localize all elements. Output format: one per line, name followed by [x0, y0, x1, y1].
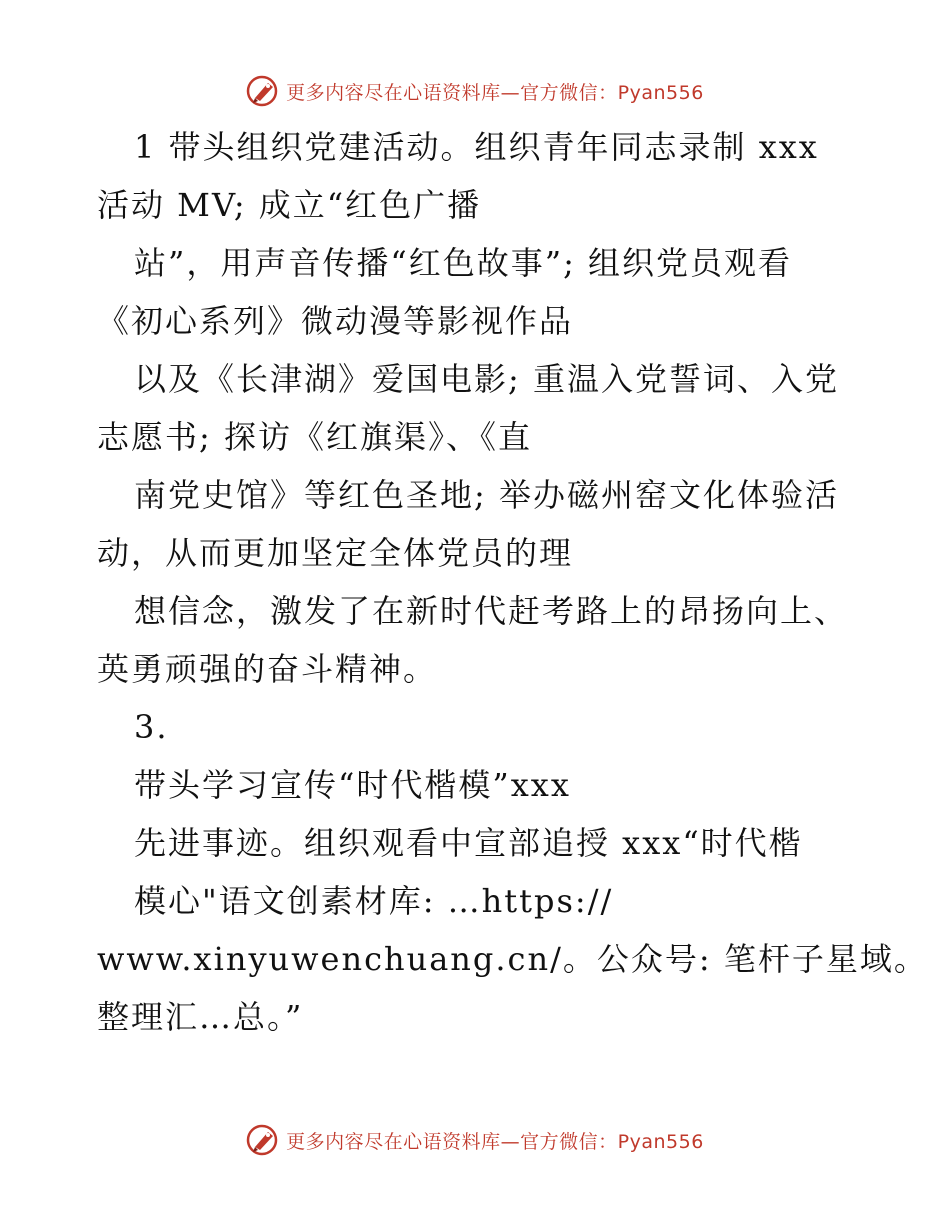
body-line: 以及《长津湖》爱国电影; 重温入党誓词、入党: [134, 360, 839, 398]
body-line: www.xinyuwenchuang.cn/。公众号: 笔杆子星域。: [97, 940, 928, 978]
pen-logo-icon: [246, 74, 280, 108]
footer-watermark-text: 更多内容尽在心语资料库—官方微信：Pyan556: [286, 1130, 704, 1153]
footer-watermark: [0, 1120, 950, 1160]
body-line: 整理汇…总。”: [97, 998, 304, 1036]
body-line: 志愿书; 探访《红旗渠》、《直: [97, 418, 532, 456]
body-line: 先进事迹。组织观看中宣部追授 xxx“时代楷: [134, 824, 803, 862]
header-watermark: [0, 71, 950, 111]
body-line: 想信念，激发了在新时代赶考路上的昂扬向上、: [134, 592, 849, 630]
body-line: 英勇顽强的奋斗精神。: [97, 650, 438, 688]
body-line: 3.: [134, 708, 169, 746]
header-watermark-text: 更多内容尽在心语资料库—官方微信：Pyan556: [286, 81, 704, 104]
body-line: 南党史馆》等红色圣地; 举办磁州窑文化体验活: [134, 476, 839, 514]
body-line: 动，从而更加坚定全体党员的理: [97, 534, 574, 572]
body-line: 1 带头组织党建活动。组织青年同志录制 xxx: [134, 128, 819, 166]
body-line: 站”，用声音传播“红色故事”; 组织党员观看: [134, 244, 793, 282]
body-line: 《初心系列》微动漫等影视作品: [97, 302, 574, 340]
pen-logo-icon: [246, 1123, 280, 1157]
body-line: 活动 MV; 成立“红色广播: [97, 186, 482, 224]
body-line: 带头学习宣传“时代楷模”xxx: [134, 766, 571, 804]
body-line: 模心"语文创素材库: …https://: [134, 882, 614, 920]
